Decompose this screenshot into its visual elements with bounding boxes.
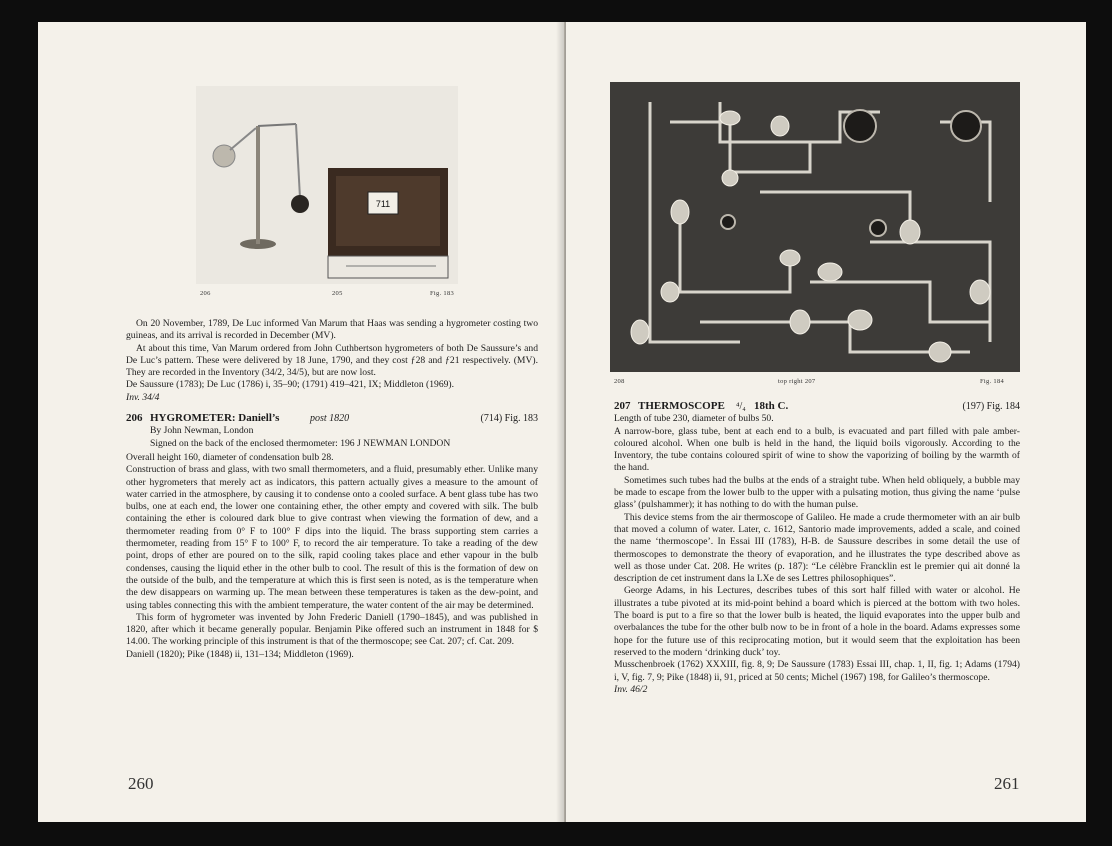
references: Daniell (1820); Pike (1848) ii, 131–134; Middleton (1969).	[126, 648, 354, 660]
right-page	[566, 22, 1086, 822]
dimensions: Overall height 160, diameter of condensation bulb 28.	[126, 451, 334, 463]
entry-number: 207	[614, 400, 631, 412]
inventory-number: Inv. 46/2	[614, 683, 648, 695]
entry-signed: Signed on the back of the enclosed thermometer: 196 J NEWMAN LONDON	[150, 437, 451, 449]
entry-206-heading	[126, 412, 538, 425]
figure-caption-right: Fig. 184	[980, 378, 1005, 385]
box-label: 711	[375, 199, 391, 209]
entry-ref: (197) Fig. 184	[962, 401, 1020, 412]
entry-date: 18th C.	[754, 400, 789, 412]
right-text-block	[614, 400, 1020, 696]
entry-maker: By John Newman, London	[150, 425, 254, 437]
entry-number: 206	[126, 412, 143, 425]
left-text-block	[126, 318, 538, 661]
paragraph: At about this time, Van Marum ordered from John Cuthbertson hygrometers of both De Saussure’s and De Luc’s pattern. These were delivered by 18 June, 1790, and they cost ƒ28 and ƒ21 respectively. (MV). They are recorded in the Inventory (34/2, 34/5), but are now lost.	[126, 342, 538, 379]
references: Musschenbroek (1762) XXXIII, fig. 8, 9; De Saussure (1783) Essai III, chap. 1, II, fig. 1; Adams (1794) i, V, fig. 7, 9; Pike (1848) ii, 91, priced at 50 cents; Michel (1967) 198, for Galileo’s thermoscope.	[614, 659, 1020, 683]
figure-caption-left: 208	[614, 378, 625, 385]
figure-183-photo	[196, 86, 458, 284]
dimensions: Length of tube 230, diameter of bulbs 50.	[614, 413, 774, 425]
references: De Saussure (1783); De Luc (1786) i, 35–90; (1791) 419–421, IX; Middleton (1969).	[126, 379, 455, 391]
page-number: 260	[128, 774, 154, 793]
figure-caption-mid: top right 207	[778, 378, 816, 385]
entry-ref: (714) Fig. 183	[480, 413, 538, 425]
figure-184-photo	[610, 82, 1020, 372]
figure-caption-left: 206	[200, 290, 211, 297]
entry-title: THERMOSCOPE	[638, 400, 725, 412]
entry-date: post 1820	[310, 413, 350, 425]
figure-caption-mid: 205	[332, 290, 343, 297]
entry-title: HYGROMETER: Daniell’s	[150, 412, 280, 425]
paragraph: This form of hygrometer was invented by John Frederic Daniell (1790–1845), and was published in 1820, after which it became generally popular. Benjamin Pike offered such an instrument in 1848 for $ 14.00. The working principle of this instrument is that of the thermoscope; see Cat. 207; cf. Cat. 209.	[126, 611, 538, 648]
inventory-number: Inv. 34/4	[126, 391, 160, 403]
description: A narrow-bore, glass tube, bent at each end to a bulb, is evacuated and part filled with pale amber-coloured alcohol. When one bulb is held in the hand, the liquid boils vigorously. According to the Inventory, the tube contains coloured spirit of wine to show the vaporizing of boiling by the warmth of the hand.	[614, 425, 1020, 474]
entry-207-heading	[614, 400, 1020, 413]
page-number: 261	[994, 774, 1020, 793]
figure-caption-right: Fig. 183	[430, 290, 455, 297]
thermoscope-illustration	[610, 82, 1020, 372]
left-page	[38, 22, 566, 822]
paragraph: This device stems from the air thermoscope of Galileo. He made a crude thermometer with an air bulb that moved a column of water. Later, c. 1612, Santorio made improvements, added a scale, and coined the name ‘thermoscope’. In Essai III (1783), H-B. de Saussure describes in some detail the use of thermoscopes to demonstrate the theory of evaporation, and he illustrates the type described above as well as those under Cat. 208. He writes (p. 187): “Le célèbre Francklin est le premier qui ait donné la description de cet instrument dans la LXe de ses Lettres philosophiques”.	[614, 511, 1020, 585]
paragraph: On 20 November, 1789, De Luc informed Van Marum that Haas was sending a hygrometer costing two guineas, and its arrival is recorded in December (MV).	[126, 318, 538, 342]
description: Construction of brass and glass, with two small thermometers, and a fluid, presumably ether. Unlike many other hygrometers that merely act as indicators, this pattern actually gives a measure to the amount of water carried in the atmosphere, by causing it to condense onto a cooled surface. A bent glass tube has two bulbs, one at each end, the lower one containing ether, the other empty and covered with silk. The bulb containing the ether is coloured dark blue to give contrast when viewing the formation of dew, and a thermometer reading from 0° F to 100° F dips into the liquid. The brass supporting stem carries a thermometer, reading from 15° F to 100° F, to record the air temperature. To take a reading of the dew point, drops of ether are poured on to the silk, rapid cooling takes place and ether vapour in the bulb condenses, causing the liquid ether in the other bulb to cool. The result of this is the formation of dew on the outside of the bulb, and the temperature at which this is first seen is noted, as is the temperature when the dew disappears on warming up. The mean between these temperatures is taken as the dew-point, and using tables connecting this with the ambient temperature, the water content of the air may be determined.	[126, 464, 538, 611]
hygrometer-illustration	[196, 86, 458, 284]
paragraph: George Adams, in his Lectures, describes tubes of this sort half filled with water or alcohol. He illustrates a tube pivoted at its mid-point behind a board which is pierced at the bottom with two holes. The board is put to a fire so that the lower bulb is heated, the liquid evaporates into the upper bulb and overbalances the tube for the other bulb now to be in front of a hole in the board. Adams expresses some hope for the future use of this reciprocating motion, but it would seem that the exploitation has been reserved to the modern ‘drinking duck’ toy.	[614, 585, 1020, 658]
entry-fraction: ⁴/₄	[736, 401, 746, 412]
paragraph: Sometimes such tubes had the bulbs at the ends of a straight tube. When held obliquely, a bubble may be made to escape from the lower bulb to the upper with a pulsating motion, thus giving the name ‘pulse glass’ (pulshammer); it has nothing to do with the human pulse.	[614, 474, 1020, 511]
